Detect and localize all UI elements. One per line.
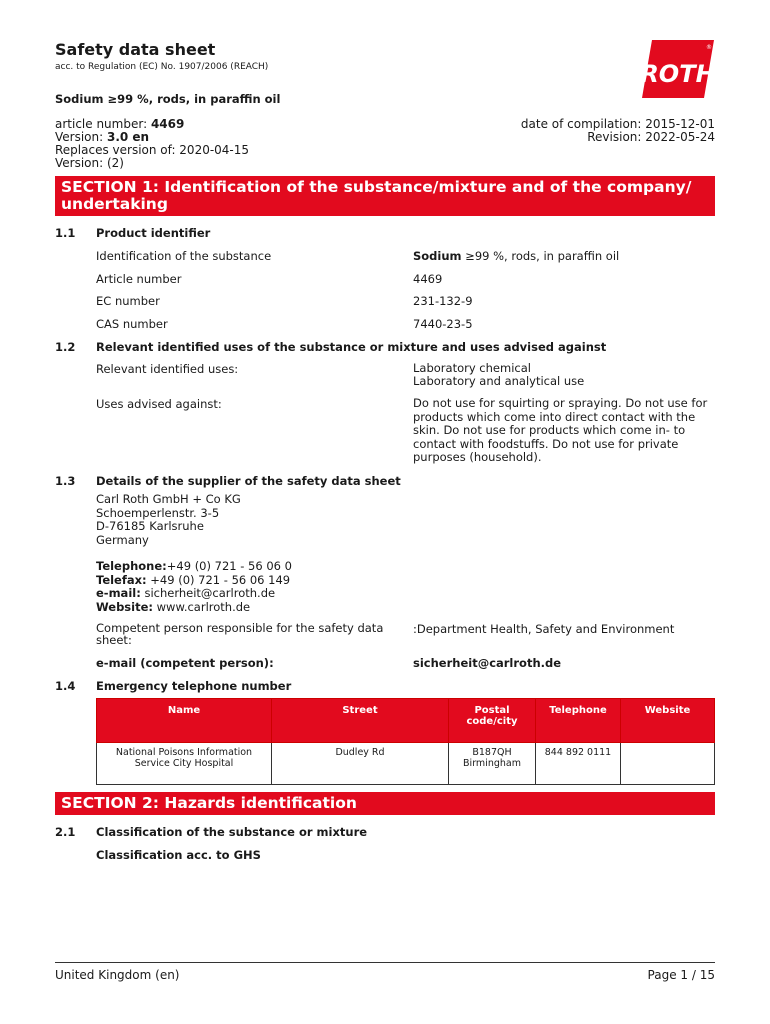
table-header-row xyxy=(97,699,715,743)
date-compilation: date of compilation: 2015-12-01 xyxy=(520,117,715,131)
column-header: Website xyxy=(621,699,715,743)
field-value: :Department Health, Safety and Environment xyxy=(413,622,675,636)
footer-locale: United Kingdom (en) xyxy=(55,968,180,982)
subsection-title: Classification of the substance or mixture xyxy=(96,825,368,839)
field-label: CAS number xyxy=(96,317,168,331)
logo-mark: ® xyxy=(706,44,712,51)
regulation-note: acc. to Regulation (EC) No. 1907/2006 (REACH) xyxy=(55,62,269,72)
section-1-header: SECTION 1: Identification of the substance/mixture and of the company/ undertaking xyxy=(55,176,715,216)
version-2: Version: (2) xyxy=(55,156,124,170)
footer-divider xyxy=(55,962,715,963)
section-2-header: SECTION 2: Hazards identification xyxy=(55,792,715,815)
field-label: Article number xyxy=(96,272,182,286)
version-value: 3.0 en xyxy=(106,130,150,144)
table-cell: B187QH Birmingham xyxy=(449,743,536,785)
field-value: Sodium ≥99 %, rods, in paraffin oil xyxy=(413,249,620,263)
subsection-number: 2.1 xyxy=(55,825,76,839)
field-label: EC number xyxy=(96,294,160,308)
column-header: Postal code/city xyxy=(449,699,536,743)
replaces-version: Replaces version of: 2020-04-15 xyxy=(55,143,250,157)
table-cell: Dudley Rd xyxy=(272,743,449,785)
table-cell xyxy=(621,743,715,785)
column-header: Telephone xyxy=(536,699,621,743)
field-value: 7440-23-5 xyxy=(413,317,473,331)
table-row xyxy=(97,743,715,785)
field-value: Do not use for squirting or spraying. Do not use for products which come into direct contact with the skin. Do not use for products which come in- to contact with foodstuffs. Do not use for private purposes (household). xyxy=(413,396,708,464)
table-cell: 844 892 0111 xyxy=(536,743,621,785)
roth-logo xyxy=(642,40,714,98)
article-label: article number: xyxy=(55,117,151,131)
subsection-title: Emergency telephone number xyxy=(96,679,292,693)
subsection-number: 1.1 xyxy=(55,226,76,240)
field-value: Laboratory chemical Laboratory and analytical use xyxy=(413,361,585,388)
meta-right xyxy=(521,118,715,144)
field-label: Competent person responsible for the safety data sheet: xyxy=(96,621,384,647)
logo-text: ROTH xyxy=(642,60,714,88)
field-value: 231-132-9 xyxy=(413,294,473,308)
subsection-title: Details of the supplier of the safety data sheet xyxy=(96,474,401,488)
version-label: Version: xyxy=(55,130,107,144)
subsection-number: 1.3 xyxy=(55,474,76,488)
supplier-contacts: Telephone:+49 (0) 721 - 56 06 0 Telefax: +49 (0) 721 - 56 06 149 e-mail: sicherheit@carlroth.de Website: www.carlroth.de xyxy=(96,559,292,614)
subsection-number: 1.4 xyxy=(55,679,76,693)
emergency-table xyxy=(96,698,715,785)
subsection-title: Product identifier xyxy=(96,226,211,240)
field-label: Relevant identified uses: xyxy=(96,362,239,376)
field-label: e-mail (competent person): xyxy=(96,656,274,670)
column-header: Street xyxy=(272,699,449,743)
revision-date: Revision: 2022-05-24 xyxy=(587,130,715,144)
subsection-title: Relevant identified uses of the substance or mixture and uses advised against xyxy=(96,340,607,354)
supplier-address: Carl Roth GmbH + Co KG Schoemperlenstr. 3-5 D-76185 Karlsruhe Germany xyxy=(96,492,241,547)
product-name: Sodium ≥99 %, rods, in paraffin oil xyxy=(55,92,281,106)
meta-left xyxy=(55,118,249,170)
column-header: Name xyxy=(97,699,272,743)
classification-subtitle: Classification acc. to GHS xyxy=(96,848,261,862)
page-number: Page 1 / 15 xyxy=(647,968,715,982)
field-value: sicherheit@carlroth.de xyxy=(413,656,562,670)
field-label: Identification of the substance xyxy=(96,249,272,263)
field-label: Uses advised against: xyxy=(96,397,222,411)
article-number: 4469 xyxy=(150,117,185,131)
table-cell: National Poisons Information Service City Hospital xyxy=(97,743,272,785)
field-value: 4469 xyxy=(413,272,443,286)
document-title: Safety data sheet xyxy=(55,40,216,59)
subsection-number: 1.2 xyxy=(55,340,76,354)
